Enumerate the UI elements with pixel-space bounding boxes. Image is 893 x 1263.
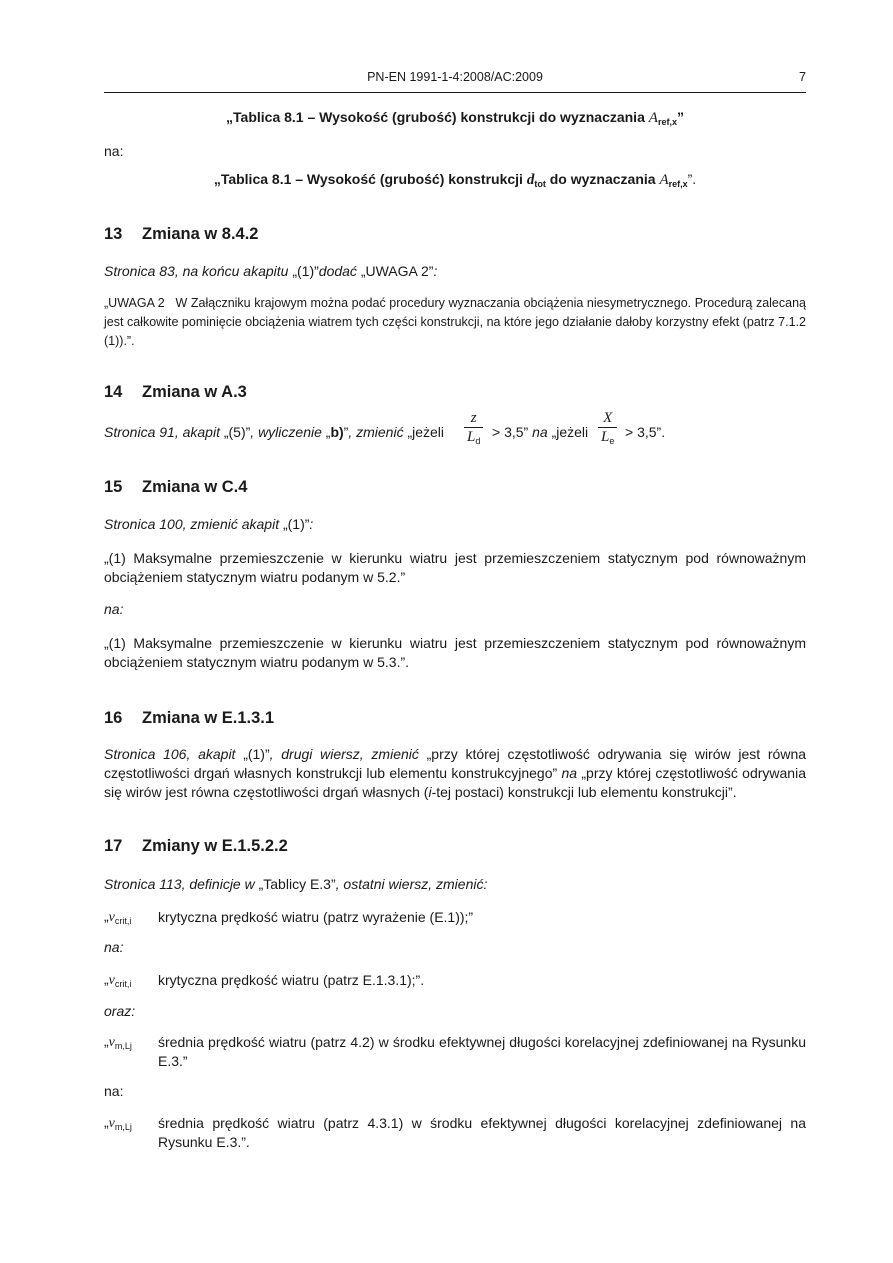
section-13-instruction: Stronica 83, na końcu akapitu „(1)”dodać „UWAGA 2”: <box>104 263 438 279</box>
na-label-2: na: <box>104 601 124 617</box>
section-16-text: Stronica 106, akapit „(1)”, drugi wiersz, zmienić „przy której częstotliwość odrywania się wirów jest równa częstotliwości drgań własnych konstrukcji lub elementu konstrukcyjnego” na „przy której częstotliwość odrywania się wirów jest równa częstotliwości drgań własnych (i-tej postaci) konstrukcji lub elementu konstrukcji”. <box>104 746 807 800</box>
section-13-heading: 13 Zmiana w 8.4.2 <box>104 225 259 243</box>
symbol-v-mlj: $„v_{m,Lj}$ <box>104 1114 132 1132</box>
symbol-v-mlj: $„v_{m,Lj}$ <box>104 1033 132 1051</box>
section-15-instruction: Stronica 100, zmienić akapit „(1)”: <box>104 516 314 532</box>
section-15-quote-new: „(1) Maksymalne przemieszczenie w kierunku wiatru jest przemieszczeniem statycznym pod równoważnym obciążeniem statycznym wiatru podanym w 5.3.”. <box>104 635 806 670</box>
section-15-quote-old: „(1) Maksymalne przemieszczenie w kierunku wiatru jest przemieszczeniem statycznym pod równoważnym obciążeniem statycznym wiatru podanym w 5.2.” <box>104 550 806 585</box>
section-17-instruction: Stronica 113, definicje w „Tablicy E.3”, ostatni wiersz, zmienić: <box>104 876 488 892</box>
fraction-z-over-ld: $\frac{z}{L_d}$ <box>464 410 483 450</box>
section-13-note: „UWAGA 2 W Załączniku krajowym można podać procedury wyznaczania obciążenia niesymetrycznego. Procedurą zalecaną jest całkowite pominięcie obciążenia wiatrem tych części konstrukcji, na które jego działanie dałoby korzystny efekt (patrz 7.1.2 (1)).”. <box>104 296 806 348</box>
na-label-3: na: <box>104 939 124 955</box>
section-17-heading: 17 Zmiany w E.1.5.2.2 <box>104 837 288 855</box>
oraz-label: oraz: <box>104 1003 136 1019</box>
section-15-heading: 15 Zmiana w C.4 <box>104 478 248 496</box>
na-label-4: na: <box>104 1083 124 1099</box>
new-table-title: „Tablica 8.1 – Wysokość (grubość) konstrukcji $d_{tot}$ do wyznaczania $A_{ref,x}$”. <box>213 171 697 189</box>
symbol-v-crit: $„v_{crit,i}$ <box>104 908 132 926</box>
section-14-instruction: Stronica 91, akapit „(5)”, wyliczenie „b)”, zmienić „jeżeli $\frac{z}{L_d}$ > 3,5” na „jeżeli $\frac{X}{L_e}$ > 3,5”. <box>104 410 806 456</box>
page-number: 7 <box>799 70 806 84</box>
fraction-x-over-le: $\frac{X}{L_e}$ <box>598 410 617 450</box>
section-16-heading: 16 Zmiana w E.1.3.1 <box>104 709 275 727</box>
page-header <box>104 68 806 93</box>
standard-id: PN-EN 1991-1-4:2008/AC:2009 <box>367 70 543 84</box>
section-14-heading: 14 Zmiana w A.3 <box>104 383 247 401</box>
na-label-1: na: <box>104 143 124 159</box>
old-table-title: „Tablica 8.1 – Wysokość (grubość) konstrukcji do wyznaczania $A_{ref,x}$” <box>226 109 684 127</box>
symbol-v-crit: $„v_{crit,i}$ <box>104 971 132 989</box>
